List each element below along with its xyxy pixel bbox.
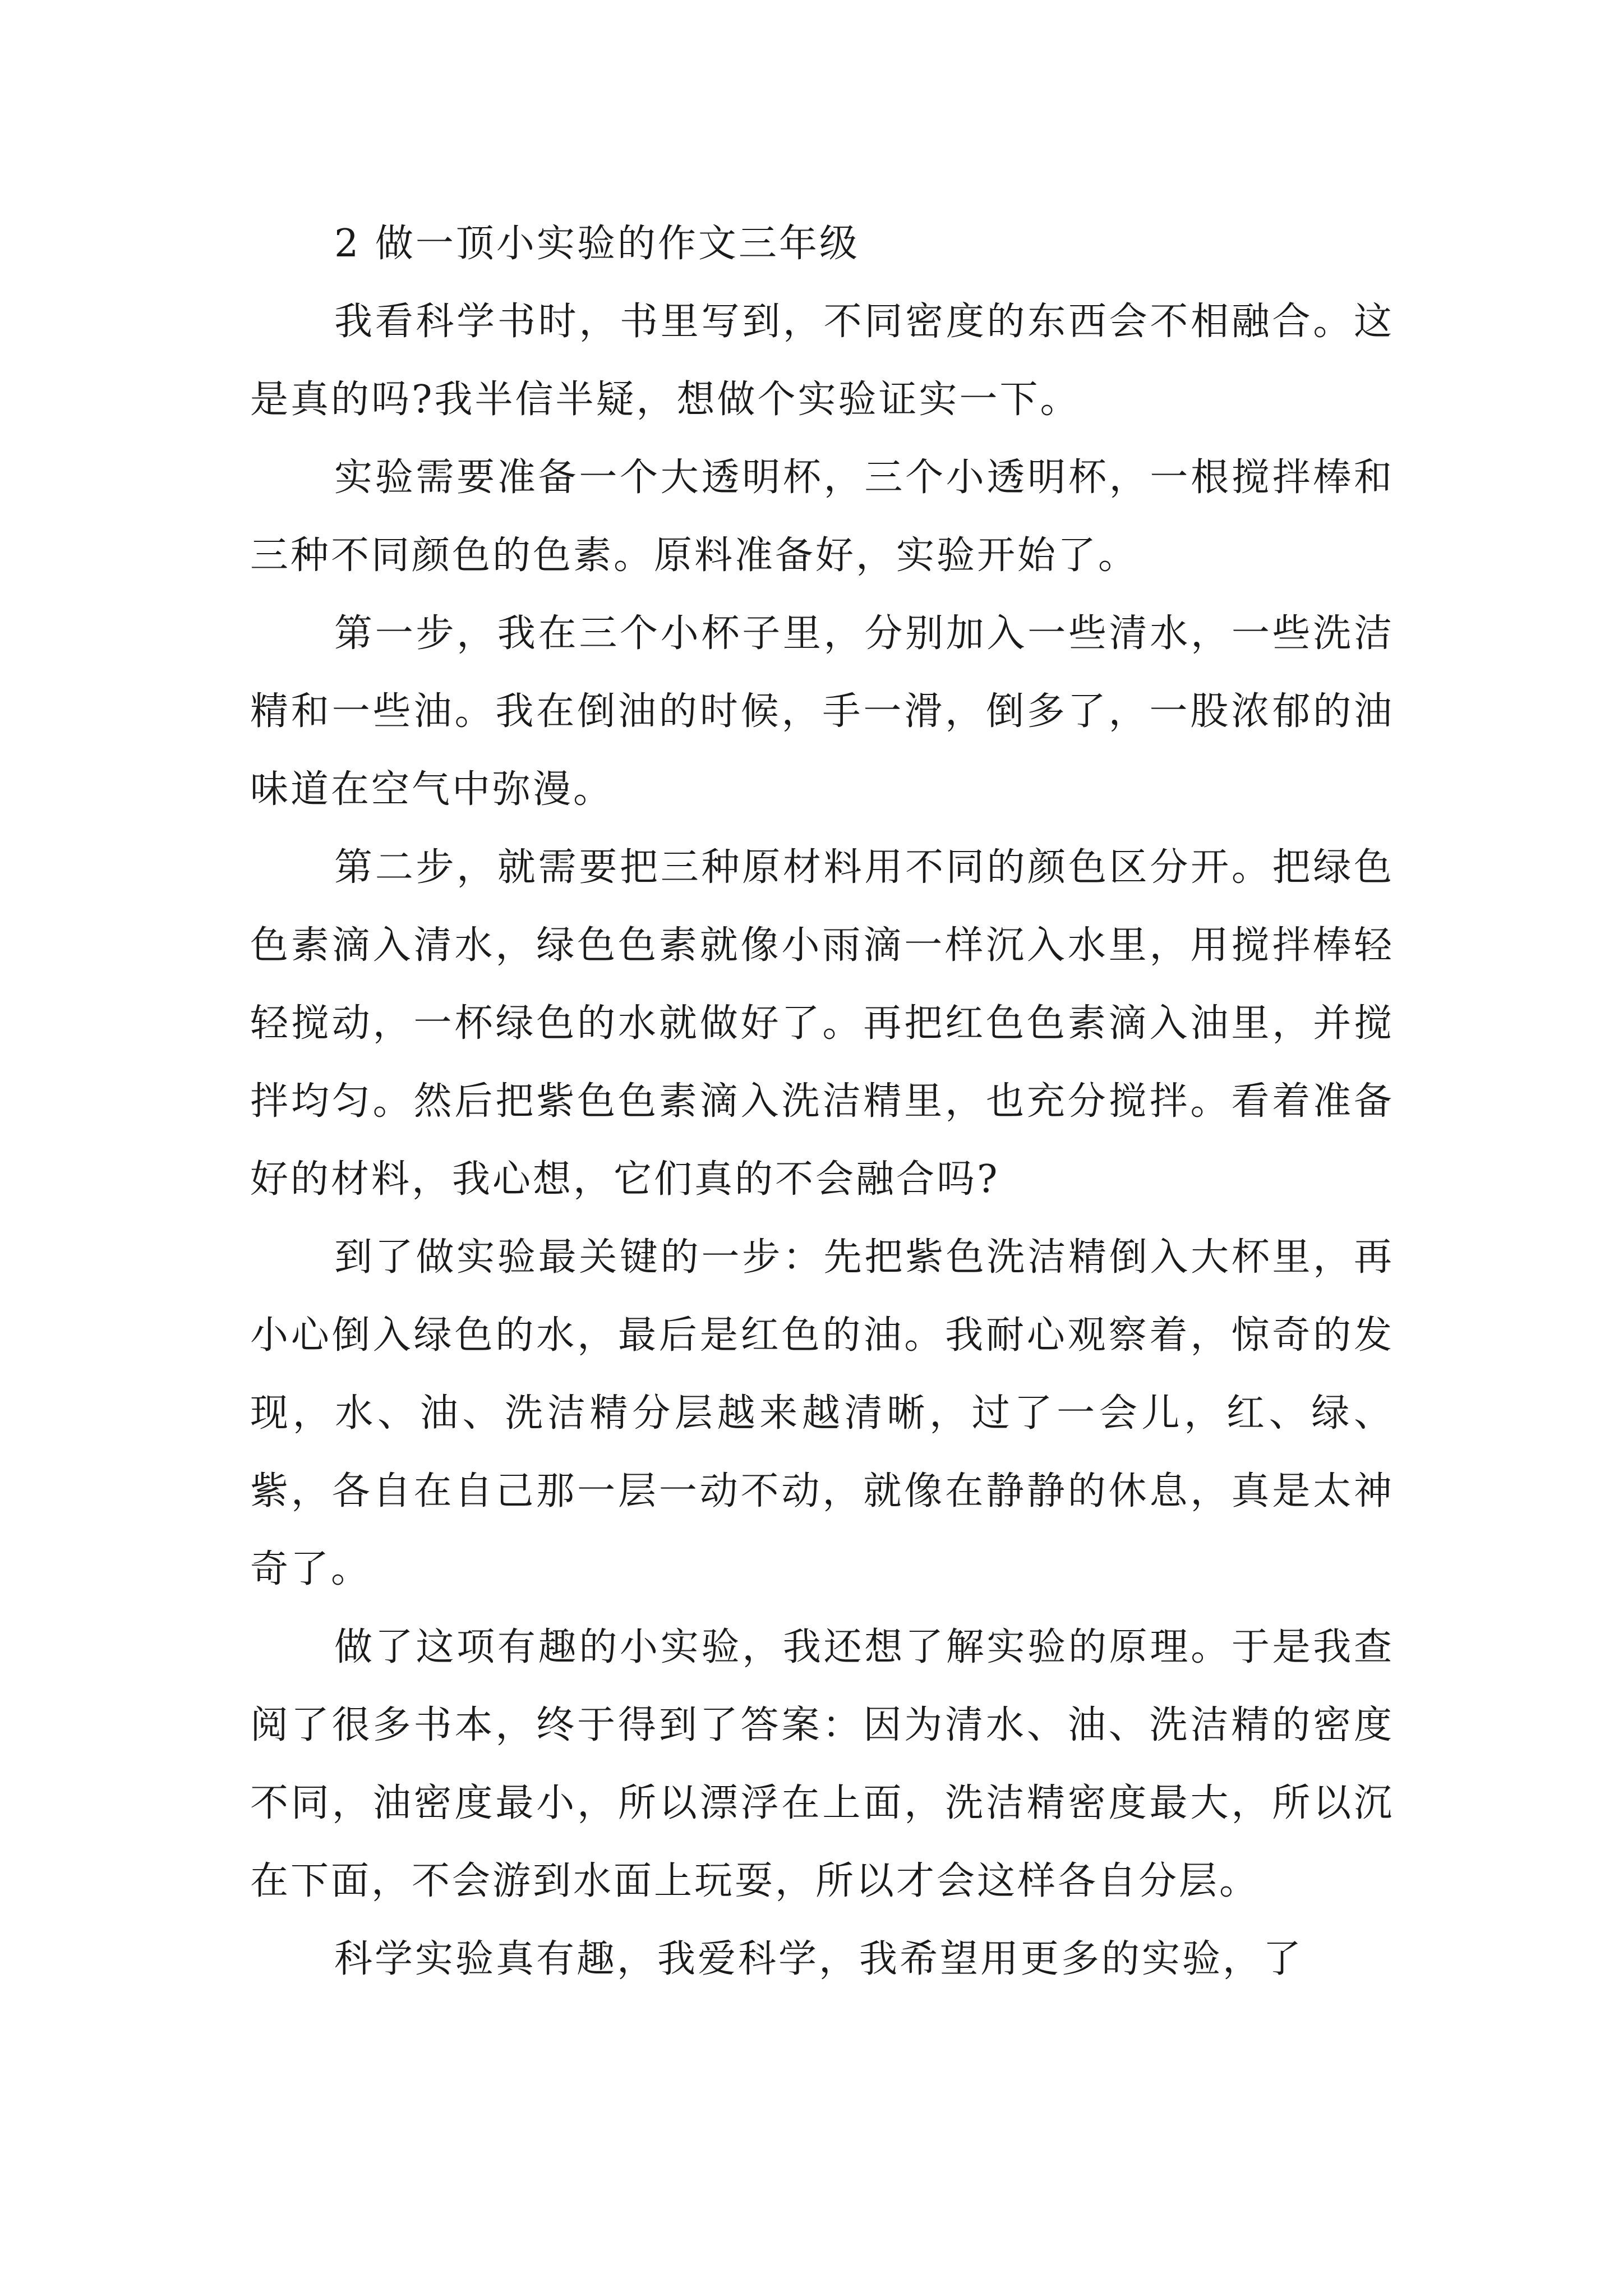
essay-body [250,205,1394,1998]
paragraph-7: 科学实验真有趣，我爱科学，我希望用更多的实验，了 [334,1937,1304,1981]
paragraph-6: 做了这项有趣的小实验，我还想了解实验的原理。于是我查阅了很多书本，终于得到了答案：因为清水、油、洗洁精的密度不同，油密度最小，所以漂浮在上面，洗洁精密度最大，所以沉在下面，不会游到水面上玩耍，所以才会这样各自分层。 [250,1625,1394,1903]
paragraph-5: 到了做实验最关键的一步：先把紫色洗洁精倒入大杯里，再小心倒入绿色的水，最后是红色的油。我耐心观察着，惊奇的发现，水、油、洗洁精分层越来越清晰，过了一会儿，红、绿、紫，各自在自己那一层一动不动，就像在静静的休息，真是太神奇了。 [250,1235,1394,1591]
paragraph-2: 实验需要准备一个大透明杯，三个小透明杯，一根搅拌棒和三种不同颜色的色素。原料准备好，实验开始了。 [250,455,1394,578]
essay-title: 2 做一顶小实验的作文三年级 [334,222,860,266]
paragraph-4: 第二步，就需要把三种原材料用不同的颜色区分开。把绿色色素滴入清水，绿色色素就像小雨滴一样沉入水里，用搅拌棒轻轻搅动，一杯绿色的水就做好了。再把红色色素滴入油里，并搅拌均匀。然后把紫色色素滴入洗洁精里，也充分搅拌。看着准备好的材料，我心想，它们真的不会融合吗? [250,845,1394,1202]
paragraph-1: 我看科学书时，书里写到，不同密度的东西会不相融合。这是真的吗?我半信半疑，想做个实验证实一下。 [250,300,1394,422]
paragraph-3: 第一步，我在三个小杯子里，分别加入一些清水，一些洗洁精和一些油。我在倒油的时候，手一滑，倒多了，一股浓郁的油味道在空气中弥漫。 [250,611,1394,812]
